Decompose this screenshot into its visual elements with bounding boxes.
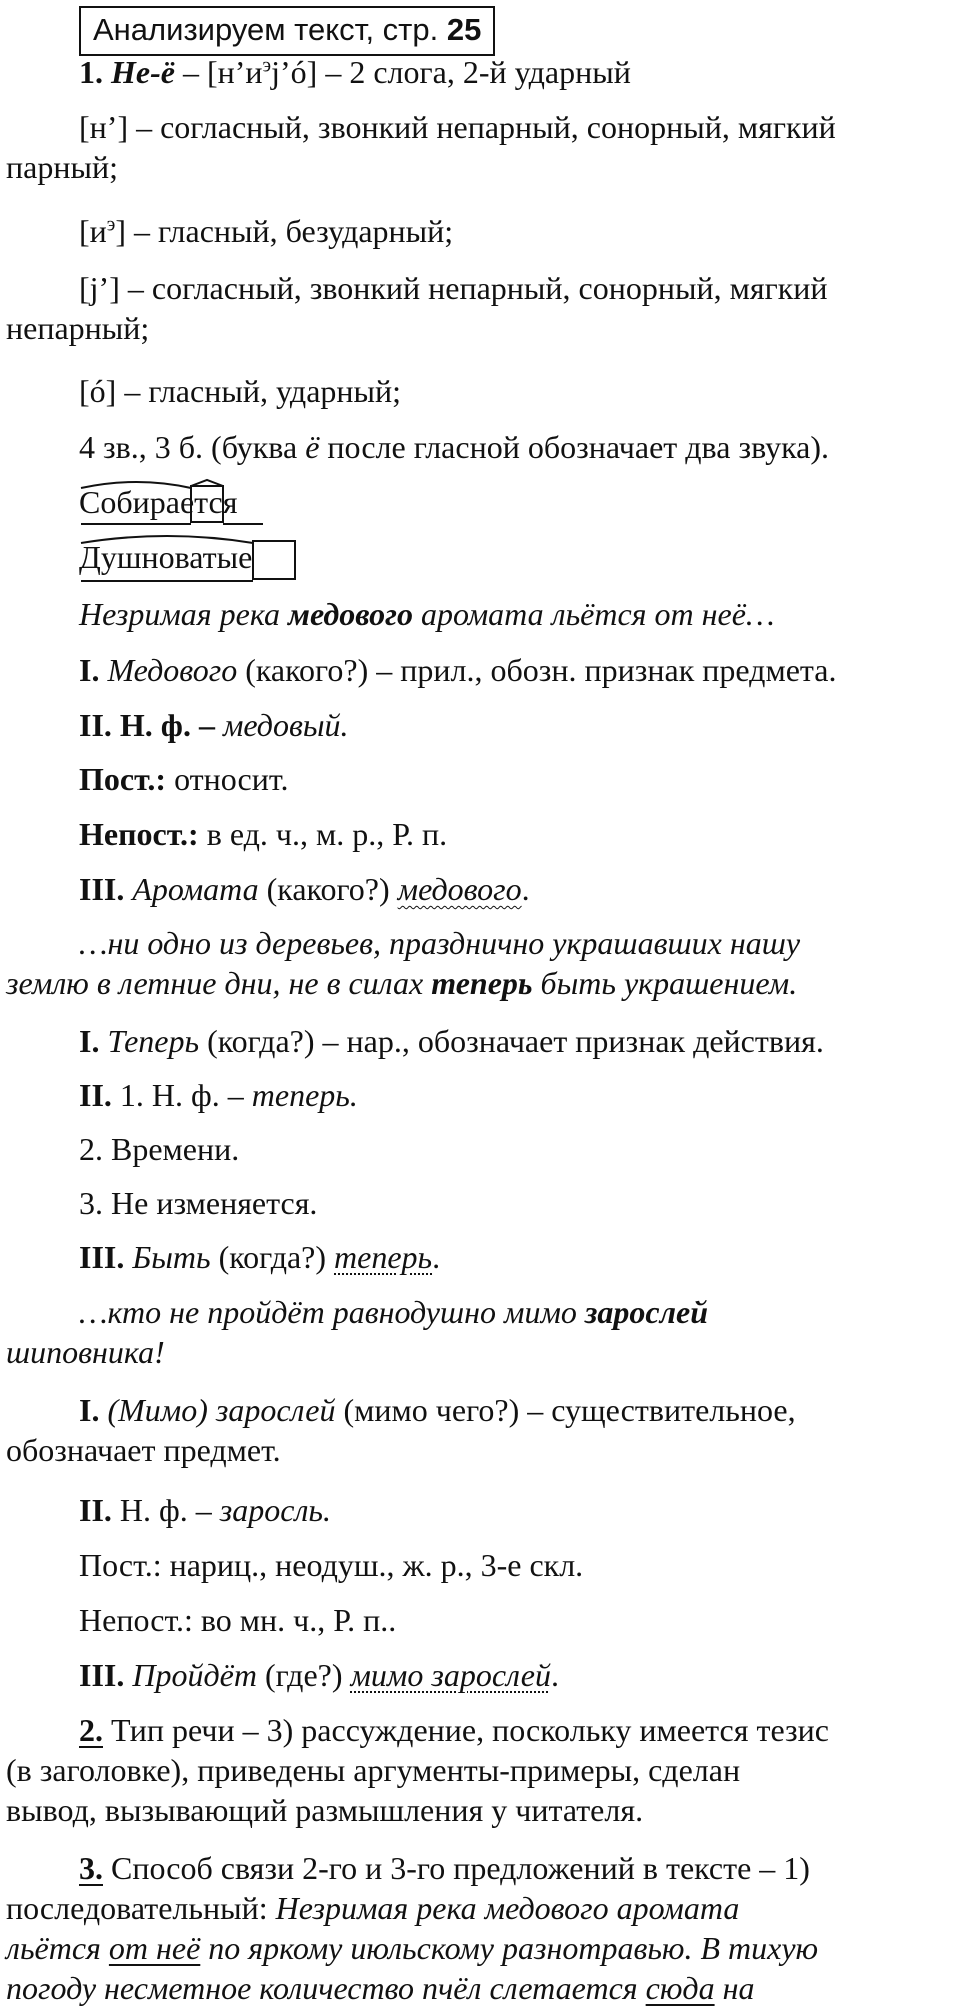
text: (когда?) <box>210 1239 335 1275</box>
word: заросль. <box>219 1492 331 1528</box>
text: Пост.: нариц., неодуш., ж. р., 3-е скл. <box>79 1547 584 1583</box>
sound-line: [н’] – согласный, звонкий непарный, сонорный, мягкий <box>79 109 836 145</box>
text: вывод, вызывающий размышления у читателя. <box>6 1792 644 1828</box>
quote: Незримая река медового аромата <box>275 1890 740 1926</box>
text: обозначает предмет. <box>6 1432 281 1468</box>
quote: по яркому июльскому разнотравью. В тихую <box>200 1930 819 1966</box>
analysis-2-line-5 <box>79 1237 956 1277</box>
analysis-1-line-5 <box>79 869 956 909</box>
text: в ед. ч., м. р., Р. п. <box>198 816 448 852</box>
task-number: 1. <box>79 54 103 90</box>
analysis-1-line-3 <box>79 759 956 799</box>
sound-line: $[и^э]$ – гласный, безударный; <box>79 213 454 249</box>
label: III. <box>79 871 133 907</box>
sentence-part: быть украшением. <box>532 965 798 1001</box>
example-sentence-3 <box>6 1292 956 1372</box>
analysis-2-line-3 <box>79 1129 956 1169</box>
text: 2. Времени. <box>79 1131 240 1167</box>
label: I. <box>79 1023 108 1059</box>
morph-postfix: ся <box>208 484 238 520</box>
label: Непост.: <box>79 816 199 852</box>
morpheme-parse-1 <box>79 482 279 530</box>
quote: погоду несметное количество пчёл слетается <box>6 1970 646 2006</box>
text: (мимо чего?) – существительное, <box>335 1392 796 1428</box>
count-text: 4 зв., 3 б. (буква <box>79 429 306 465</box>
label: Пост.: <box>79 761 167 797</box>
sentence-part: …кто не пройдёт равнодушно мимо <box>79 1294 585 1330</box>
root-arc <box>81 482 191 488</box>
word-underlined: теперь <box>334 1239 433 1275</box>
sentence-part: аромата льётся от неё… <box>412 596 775 632</box>
ending-box <box>253 541 295 579</box>
text: 3. Не изменяется. <box>79 1185 318 1221</box>
analysis-1-line-2 <box>79 705 956 745</box>
title-text: Анализируем текст, стр. <box>93 12 447 47</box>
text: . <box>432 1239 441 1275</box>
task2 <box>6 1710 956 1830</box>
sentence-part: шиповника! <box>6 1334 165 1370</box>
task-number: 2. <box>79 1712 103 1748</box>
text: (когда?) – нар., обозначает признак действия. <box>199 1023 824 1059</box>
word: Пройдёт <box>132 1657 257 1693</box>
root-arc <box>81 536 253 543</box>
word: Медового <box>107 652 238 688</box>
sound-line: непарный; <box>6 310 150 346</box>
sound-1 <box>6 107 956 187</box>
analysis-3-line-4 <box>79 1600 956 1640</box>
quote-underlined: сюда <box>645 1970 715 2006</box>
ending-box <box>191 486 223 522</box>
analysis-2-line-4 <box>79 1183 956 1223</box>
task3 <box>6 1848 956 2008</box>
word-underlined: мимо зарослей <box>350 1657 551 1693</box>
dash: – <box>174 54 207 90</box>
label: II. <box>79 1077 120 1113</box>
text: Н. ф. – <box>119 1492 220 1528</box>
word: Аромата <box>132 871 259 907</box>
sentence-part: Незримая река <box>79 596 289 632</box>
sound-line: парный; <box>6 149 118 185</box>
analysis-3-line-5 <box>79 1655 956 1695</box>
task-number: 3. <box>79 1850 103 1886</box>
word: (Мимо) зарослей <box>107 1392 336 1428</box>
analysis-3-line-2 <box>79 1490 956 1530</box>
task1-header <box>79 52 956 92</box>
sentence-keyword: теперь <box>431 965 533 1001</box>
analysis-1-line-1 <box>79 650 956 690</box>
label: II. Н. ф. – <box>79 707 223 743</box>
title-page-number: 25 <box>446 12 482 47</box>
analysis-2-line-1 <box>79 1021 956 1061</box>
word: медовый. <box>222 707 349 743</box>
quote: на <box>714 1970 755 2006</box>
morpheme-marks <box>79 537 309 587</box>
quote: льётся <box>6 1930 109 1966</box>
count-letter: ё <box>305 429 320 465</box>
text: (какого?) <box>258 871 398 907</box>
text: последовательный: <box>6 1890 276 1926</box>
text: Способ связи 2-го и 3-го предложений в тексте – 1) <box>103 1850 810 1886</box>
sentence-part: землю в летние дни, не в силах <box>6 965 432 1001</box>
label: III. <box>79 1657 133 1693</box>
analysis-3-line-1 <box>6 1390 956 1470</box>
text: (какого?) – прил., обозн. признак предмета. <box>237 652 837 688</box>
sound-3 <box>6 268 956 348</box>
text: Тип речи – 3) рассуждение, поскольку имеется тезис <box>103 1712 829 1748</box>
label: I. <box>79 1392 108 1428</box>
sound-2 <box>79 211 956 251</box>
morph-ending: ые <box>216 539 253 575</box>
label: II. <box>79 1492 120 1528</box>
word: теперь. <box>251 1077 358 1113</box>
analyzed-word: Не-ё <box>111 54 175 90</box>
morpheme-marks <box>79 482 279 530</box>
text: (в заголовке), приведены аргументы-примеры, сделан <box>6 1752 741 1788</box>
morpheme-parse-2 <box>79 537 309 587</box>
section-title <box>79 6 495 56</box>
morph-suffix: ет <box>179 484 209 520</box>
example-sentence-1 <box>79 594 956 634</box>
sentence-keyword: зарослей <box>584 1294 708 1330</box>
sentence-part: …ни одно из деревьев, празднично украшавших нашу <box>79 925 801 961</box>
count-text: после гласной обозначает два звука). <box>319 429 830 465</box>
example-sentence-2 <box>6 923 956 1003</box>
word: Быть <box>132 1239 211 1275</box>
word: Теперь <box>107 1023 200 1059</box>
sound-4 <box>79 371 956 411</box>
text: Непост.: во мн. ч., Р. п.. <box>79 1602 397 1638</box>
analysis-2-line-2 <box>79 1075 956 1115</box>
text: . <box>550 1657 559 1693</box>
text: . <box>521 871 530 907</box>
text: относит. <box>166 761 289 797</box>
morph-root: Собира <box>79 484 180 520</box>
analysis-3-line-3 <box>79 1545 956 1585</box>
quote-underlined: от неё <box>108 1930 201 1966</box>
label: III. <box>79 1239 133 1275</box>
text: 1. Н. ф. – <box>119 1077 252 1113</box>
transcription: $[н’и^эj’ó] - 2$ слога, 2-й ударный <box>206 54 631 90</box>
text: (где?) <box>256 1657 351 1693</box>
sound-line: [ó] – гласный, ударный; <box>79 373 402 409</box>
morph-root: Душноват <box>79 539 217 575</box>
sound-line: [j’] – согласный, звонкий непарный, сонорный, мягкий <box>79 270 828 306</box>
label: I. <box>79 652 108 688</box>
word-underlined: медового <box>397 871 522 907</box>
analysis-1-line-4 <box>79 814 956 854</box>
sound-count <box>79 427 956 467</box>
sentence-keyword: медового <box>288 596 413 632</box>
